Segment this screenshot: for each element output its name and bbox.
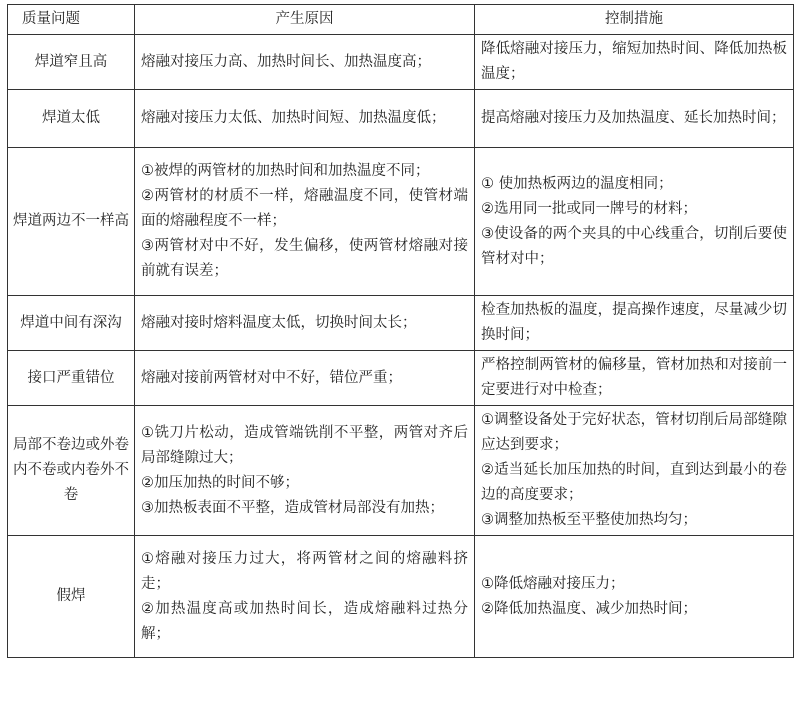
measure-cell: [475, 296, 794, 351]
table-row: [8, 148, 794, 296]
cause-item: ①被焊的两管材的加热时间和加热温度不同；: [141, 163, 430, 179]
cause-cell: [135, 90, 475, 148]
measure-text: 检查加热板的温度，提高操作速度，尽量减少切换时间；: [481, 302, 787, 343]
cause-cell: [135, 406, 475, 536]
cause-text: 熔融对接前两管材对中不好，错位严重；: [141, 369, 402, 386]
measure-text: 降低熔融对接压力，缩短加热时间、降低加热板温度；: [481, 41, 787, 82]
measure-item: ①调整设备处于完好状态，管材切削后局部缝隙应达到要求；: [481, 412, 787, 453]
measure-item: ②选用同一批或同一牌号的材料；: [481, 200, 697, 217]
measure-cell: [475, 148, 794, 296]
table-row: [8, 536, 794, 658]
issue-cell: 焊道太低: [8, 90, 135, 148]
issue-cell: 焊道两边不一样高: [8, 148, 135, 296]
measure-item: ③使设备的两个夹具的中心线重合，切削后要使管材对中；: [481, 225, 787, 267]
cause-text: 熔融对接时熔料温度太低，切换时间太长；: [141, 314, 417, 331]
issue-cell: 焊道中间有深沟: [8, 296, 135, 351]
cause-cell: [135, 296, 475, 351]
header-issue: 质量问题: [8, 5, 135, 35]
table-row: [8, 351, 794, 406]
cause-item: ②加压加热的时间不够；: [141, 474, 299, 491]
measure-cell: [475, 351, 794, 406]
cause-item: ②加热温度高或加热时间长，造成熔融料过热分解；: [141, 600, 468, 642]
measure-item: ① 使加热板两边的温度相同；: [481, 175, 673, 192]
measure-item: ②降低加热温度、减少加热时间；: [481, 600, 697, 617]
quality-issues-table: [7, 4, 794, 658]
cause-text: 熔融对接压力太低、加热时间短、加热温度低；: [141, 110, 446, 126]
cause-item: ③加热板表面不平整，造成管材局部没有加热；: [141, 499, 444, 516]
cause-item: ①熔融对接压力过大，将两管材之间的熔融料挤走；: [141, 550, 468, 592]
cause-text: 熔融对接压力高、加热时间长、加热温度高；: [141, 53, 431, 70]
measure-cell: [475, 536, 794, 658]
header-measure: 控制措施: [475, 5, 794, 35]
issue-cell: 接口严重错位: [8, 351, 135, 406]
measure-item: ②适当延长加压加热的时间，直到达到最小的卷边的高度要求；: [481, 462, 787, 503]
measure-cell: [475, 35, 794, 90]
measure-cell: [475, 90, 794, 148]
table-header-row: [8, 5, 794, 35]
issue-cell: 焊道窄且高: [8, 35, 135, 90]
measure-item: ③调整加热板至平整使加热均匀；: [481, 512, 697, 528]
cause-item: ①铣刀片松动，造成管端铣削不平整，两管对齐后局部缝隙过大；: [141, 424, 468, 466]
table-row: [8, 296, 794, 351]
cause-item: ②两管材的材质不一样，熔融温度不同，使管材端面的熔融程度不一样；: [141, 188, 468, 229]
table-row: [8, 406, 794, 536]
table-row: [8, 90, 794, 148]
cause-cell: [135, 536, 475, 658]
measure-text: 严格控制两管材的偏移量，管材加热和对接前一定要进行对中检查；: [481, 357, 787, 398]
measure-item: ①降低熔融对接压力；: [481, 575, 625, 592]
measure-cell: [475, 406, 794, 536]
cause-item: ③两管材对中不好，发生偏移，使两管材熔融对接前就有误差；: [141, 238, 468, 279]
table-row: [8, 35, 794, 90]
cause-cell: [135, 35, 475, 90]
header-cause: 产生原因: [135, 5, 475, 35]
issue-cell: 局部不卷边或外卷内不卷或内卷外不卷: [8, 406, 135, 536]
measure-text: 提高熔融对接压力及加热温度、延长加热时间；: [481, 110, 786, 126]
cause-cell: [135, 148, 475, 296]
issue-cell: 假焊: [8, 536, 135, 658]
cause-cell: [135, 351, 475, 406]
